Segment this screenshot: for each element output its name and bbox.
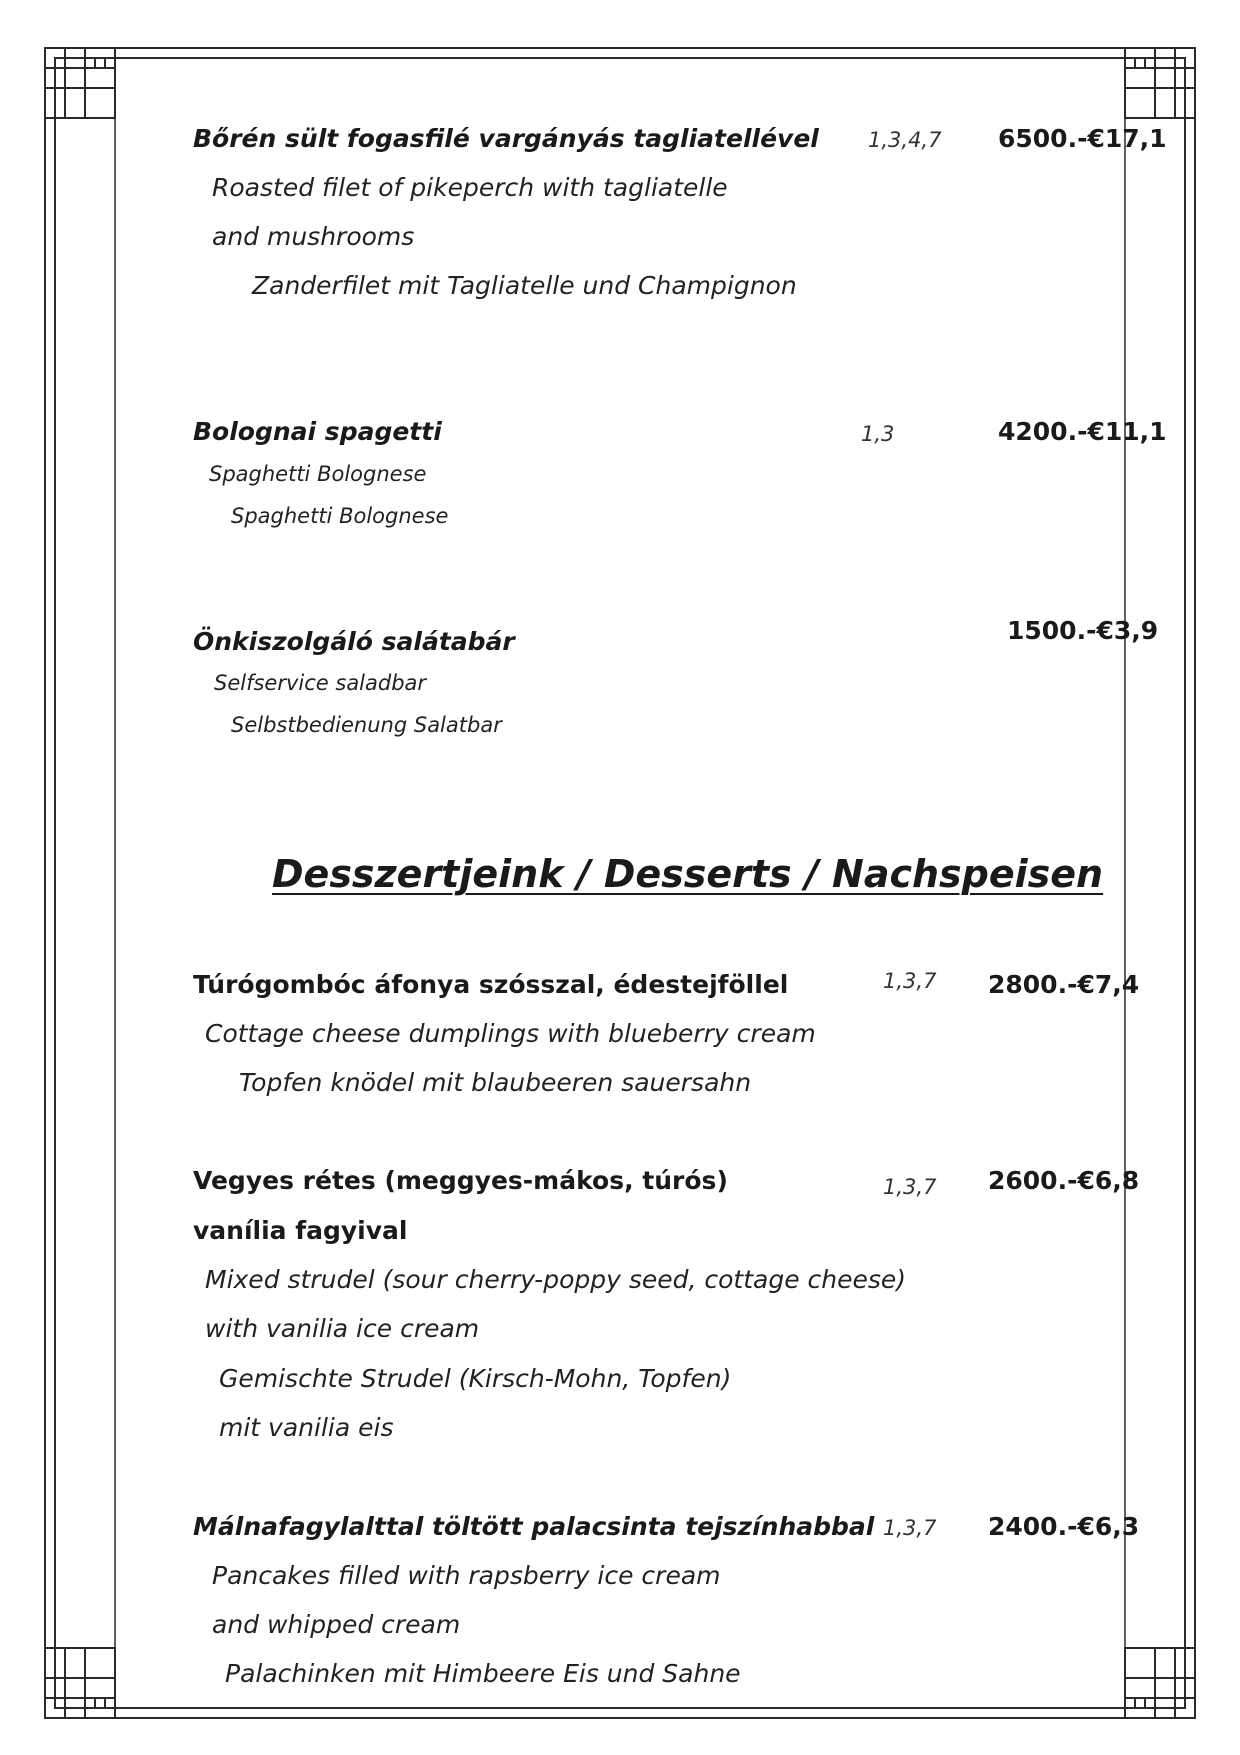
price: 4200.-€11,1 [998, 417, 1167, 446]
description-en: Spaghetti Bolognese [209, 462, 427, 486]
description-de: Palachinken mit Himbeere Eis und Sahne [225, 1659, 741, 1688]
section-heading-desserts: Desszertjeink / Desserts / Nachspeisen [272, 852, 1104, 896]
allergen-codes: 1,3 [861, 422, 895, 446]
allergen-codes: 1,3,7 [883, 1516, 937, 1540]
description-en: Roasted filet of pikeperch with tagliatelle [212, 173, 728, 202]
menu-item-name: Bőrén sült fogasfilé vargányás tagliatellével [193, 124, 819, 153]
menu-item-name-cont: vanília fagyival [193, 1216, 408, 1245]
allergen-codes: 1,3,7 [883, 1175, 937, 1199]
menu-item-name: Önkiszolgáló salátabár [193, 627, 515, 656]
menu-item-name: Vegyes rétes (meggyes-mákos, túrós) [193, 1166, 728, 1195]
allergen-codes: 1,3,4,7 [868, 128, 942, 152]
description-de: mit vanilia eis [219, 1413, 394, 1442]
description-en: and whipped cream [212, 1610, 461, 1639]
price: 6500.-€17,1 [998, 124, 1167, 153]
menu-item-name: Málnafagylalttal töltött palacsinta tejszínhabbal [193, 1512, 875, 1541]
menu-item-name: Túrógombóc áfonya szósszal, édestejföllel [193, 970, 789, 999]
description-en: Selfservice saladbar [214, 671, 427, 695]
price: 1500.-€3,9 [1007, 616, 1159, 645]
description-en: Pancakes filled with rapsberry ice cream [212, 1561, 721, 1590]
menu-item-name: Bolognai spagetti [193, 417, 442, 446]
description-de: Selbstbedienung Salatbar [231, 713, 502, 737]
description-de: Gemischte Strudel (Kirsch-Mohn, Topfen) [219, 1364, 732, 1393]
price: 2800.-€7,4 [988, 970, 1140, 999]
price: 2400.-€6,3 [988, 1512, 1140, 1541]
description-en: Mixed strudel (sour cherry-poppy seed, cottage cheese) [205, 1265, 907, 1294]
description-en: Cottage cheese dumplings with blueberry cream [205, 1019, 816, 1048]
description-de: Spaghetti Bolognese [231, 504, 449, 528]
allergen-codes: 1,3,7 [883, 969, 937, 993]
description-en: with vanilia ice cream [205, 1314, 480, 1343]
price: 2600.-€6,8 [988, 1166, 1140, 1195]
description-en: and mushrooms [212, 222, 415, 251]
description-de: Zanderfilet mit Tagliatelle und Champignon [252, 271, 797, 300]
description-de: Topfen knödel mit blaubeeren sauersahn [239, 1068, 752, 1097]
